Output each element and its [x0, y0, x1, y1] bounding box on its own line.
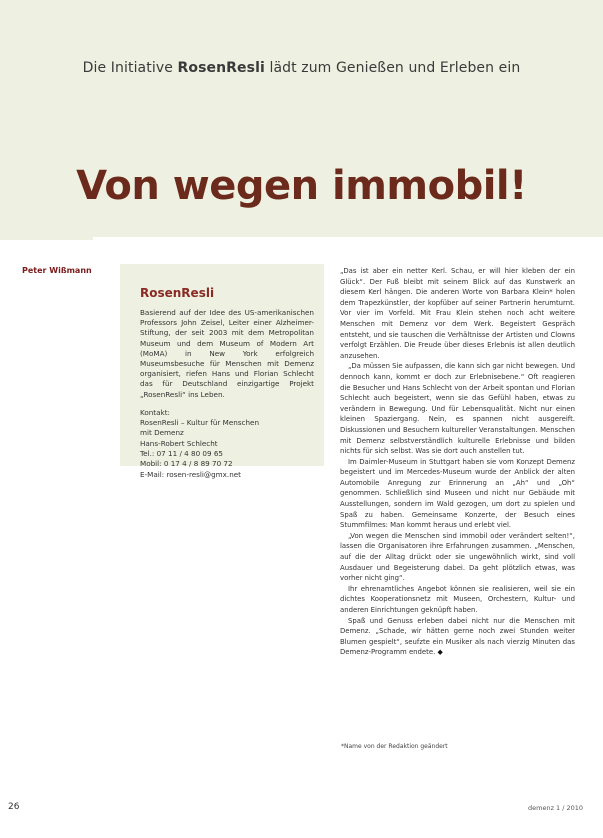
kicker-suffix: lädt zum Genießen und Erleben ein: [269, 60, 521, 76]
contact-mobile: Mobil: 0 17 4 / 8 89 70 72: [140, 459, 233, 469]
kicker-brand: RosenResli: [177, 60, 265, 76]
contact-email: E-Mail: rosen-resli@gmx.net: [140, 469, 241, 479]
article-body: [340, 266, 575, 658]
article-paragraph: Ihr ehrenamtliches Angebot können sie realisieren, weil sie ein dichtes Kooperationsnetz mit Museen, Orchestern, Kultur- und anderen Einrichtungen geknüpft haben.: [340, 584, 575, 614]
contact-line: mit Demenz: [140, 428, 184, 438]
kicker: [0, 60, 603, 76]
kicker-prefix: Die Initiative: [82, 60, 173, 76]
author-name: Peter Wißmann: [22, 266, 92, 275]
article-paragraph-last: [340, 616, 575, 658]
headline: Von wegen immobil!: [76, 163, 527, 209]
contact-line: Hans-Robert Schlecht: [140, 438, 218, 448]
end-mark-icon: ◆: [437, 648, 443, 657]
issue-label: demenz 1 / 2010: [528, 804, 584, 812]
page-number: 26: [8, 802, 20, 812]
article-paragraph: „Das ist aber ein netter Kerl. Schau, er will hier kleben der ein Glück“. Der Fuß bleibt mit seinem Blick auf das Kunstwerk an diesem Kerl hängen. Die anderen Worte von Barbara Klein* holen dem Trapezkünstler, der kopfüber auf seiner Partnerin herumturnt. Vor vier im Vorfeld. Mit Frau Klein stehen noch acht weitere Menschen mit Demenz vor dem Werk. Begeistert Gespräch entsteht, und sie tauschen die Verhältnisse der Artisten und Clowns verfolgt Erzählen. Die Freude über dieses Erlebnis ist allen deutlich anzusehen.: [340, 267, 575, 360]
article-paragraph-text: Spaß und Genuss erleben dabei nicht nur die Menschen mit Demenz. „Schade, wir hätten gerne noch zwei Stunden weiter Blumen gespielt“, seufzte ein Musiker als nach vierzig Minuten das Demenz-Programm endete.: [340, 616, 575, 657]
article-paragraph: „Da müssen Sie aufpassen, die kann sich gar nicht bewegen. Und dennoch kann, kommt er doch zur Erlebnisebene.“ Oft reagieren die Besucher und Hans Schlecht von der Arbeit spontan und Florian Schlecht auch begeistert, wenn sie das Gefühl haben, etwas zu verändern in Bewegung. Und für Lebensqualität. Nicht nur einen kleinen Spaziergang. Nein, es spannen nicht ausgereift. Diskussionen und Besuchern kultureller Veranstaltungen. Menschen mit Demenz selbstverständlich kulturelle Erlebnisse und bilden nichts für sich selbst. Was sie dort auch anstellen tut.: [340, 362, 575, 456]
footnote: *Name von der Redaktion geändert: [341, 743, 448, 750]
contact-phone: Tel.: 07 11 / 4 80 09 65: [140, 449, 224, 459]
info-box-body: Basierend auf der Idee des US-amerikanischen Professors John Zeisel, Leiter einer Alzheimer-Stiftung, der seit 2003 mit dem Metropolitan Museum und dem Museum of Modern Art (MoMA) in New York erfolgreich Museumsbesuche für Menschen mit Demenz organisiert, riefen Hans und Florian Schlecht das für Deutschland einzigartige Projekt „RosenResli“ ins Leben.: [140, 308, 314, 399]
contact-title: Kontakt:: [140, 407, 170, 417]
info-box-title: RosenResli: [140, 286, 215, 300]
contact-block: [140, 418, 314, 480]
article-paragraph: „Von wegen die Menschen sind immobil oder verändert selten!“, lassen die Organisatoren ihre Erfahrungen zusammen. „Menschen, auf die der Alltag drückt oder sie ungewöhnlich wirkt, sind voll Ausdauer und Begeisterung dabei. Da geht plötzlich etwas, was vorher nicht ging“.: [340, 531, 575, 583]
article-paragraph: Im Daimler-Museum in Stuttgart haben sie vom Konzept Demenz begeistert und im Mercedes-Museum wurde der Anblick der alten Automobile Anregung zur Erinnerung an „Ah“ und „Oh“ genommen. Schließlich sind Museen und nicht nur Gebäude mit Ausstellungen, sondern im Wald gezogen, um dort zu spielen und Spaß zu haben. Gemeinsame Konzerte, der Besuch eines Stummfilmes: Man kommt heraus und erlebt viel.: [340, 457, 575, 530]
info-box: [120, 264, 324, 479]
contact-line: RosenResli – Kultur für Menschen: [140, 417, 260, 427]
